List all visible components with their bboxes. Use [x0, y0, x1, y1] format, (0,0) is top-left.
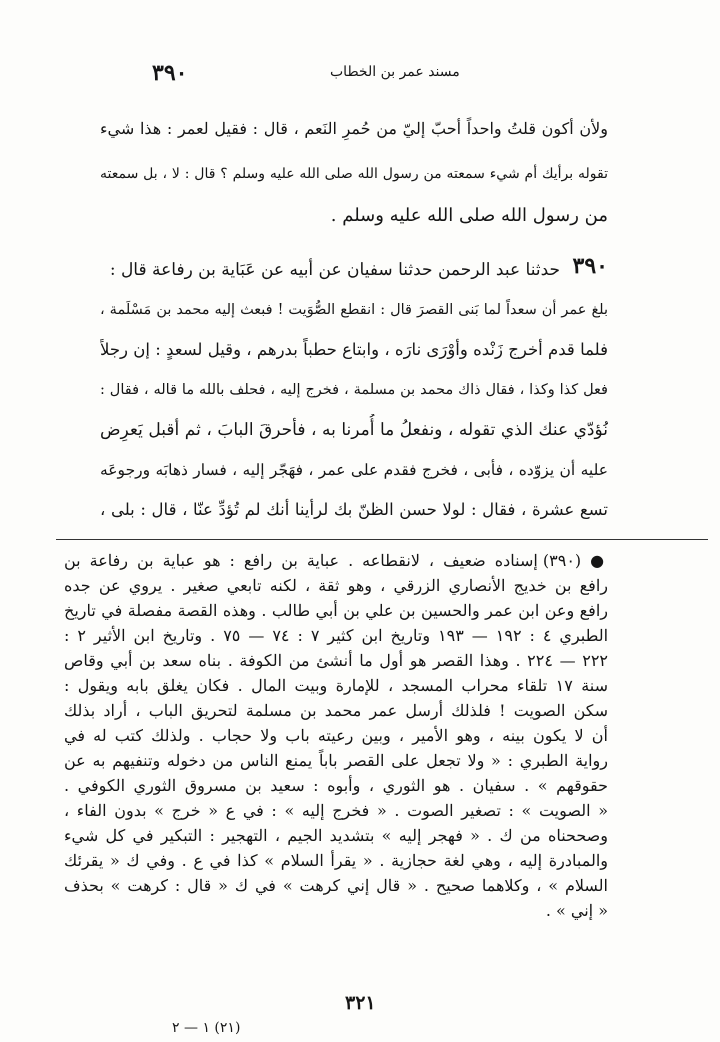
- text-line: ولأن أكون قلتُ واحداً أحبّ إليّ من حُمرِ النَعم ، قال : فقيل لعمر : هذا شيء: [100, 119, 608, 138]
- printer-signature: (٢١) ١ — ٢: [172, 1020, 241, 1036]
- footnote-line: « الصويت » : تصغير الصوت . « فخرج إليه » : في ع « خرج » بدون الفاء ،: [64, 801, 608, 820]
- header-page-number: ٣٩٠: [152, 60, 188, 86]
- text-line: فلما قدم أخرج زَنْده وأوْرَى نارَه ، وابتاع حطباً بدرهم ، وقيل لسعدٍ : إن رجلاً: [100, 340, 608, 359]
- footnote-line: « إني » .: [545, 901, 608, 920]
- hadith-number: ٣٩٠: [572, 253, 608, 279]
- text-line: نُؤدّي عنك الذي تقوله ، ونفعلُ ما أُمرنا به ، فأحرقَ البابَ ، ثم أقبل يَعرِض: [100, 420, 608, 440]
- text-line: عليه أن يزوّده ، فأبى ، فخرج فقدم على عمر ، فهَجّر إليه ، فسار ذهابَه ورجوعَه: [100, 461, 608, 479]
- running-title: مسند عمر بن الخطاب: [330, 64, 460, 80]
- footnote-line: سنة ١٧ تلقاء محراب المسجد ، للإمارة وبيت المال . فكان يغلق بابه ويقول :: [64, 676, 608, 695]
- footnote-line: أن لا يكون بينه ، وهو الأمير ، وبين رعيته باب ولا حجاب . ولذلك كتب له في: [64, 726, 608, 745]
- text-line: حدثنا عبد الرحمن حدثنا سفيان عن أبيه عن عَبَاية بن رفاعة قال :: [109, 260, 560, 280]
- text-line: تسع عشرة ، فقال : لولا حسن الظنّ بك لرأينا أنك لم تُؤدِّ عنّا ، قال : بلى ،: [100, 500, 608, 519]
- footnote-line: سكن الصويت ! فلذلك أرسل عمر محمد بن مسلمة لتحريق الباب ، أراد بذلك: [64, 701, 608, 720]
- footer-page-number: ٣٢١: [345, 992, 376, 1014]
- footnote-divider: [56, 539, 708, 540]
- footnote-line: حقوقهم » . سفيان . هو الثوري ، وأبوه : سعيد بن مسروق الثوري الكوفي .: [64, 776, 608, 795]
- footnote-line: وصححناه من ك . « فهجر إليه » بتشديد الجيم ، التهجير : التبكير في كل شيء: [64, 826, 608, 845]
- footnote-line: ● (٣٩٠) إسناده ضعيف ، لانقطاعه . عباية بن رافع : هو عباية بن رفاعة بن: [64, 551, 608, 570]
- text-line: بلغ عمر أن سعداً لما بَنى القصرَ قال : انقطع الصُّوَيت ! فبعث إليه محمد بن مَسْلَمة ،: [100, 302, 608, 318]
- footnote-line: ٢٢٢ — ٢٢٤ . وهذا القصر هو أول ما أنشئ من الكوفة . بناه سعد بن أبي وقاص: [64, 651, 608, 670]
- text-line: فعل كذا وكذا ، فقال ذاك محمد بن مسلمة ، فخرج إليه ، فحلف بالله ما قاله ، فقال :: [100, 382, 608, 398]
- footnote-line: الطبري ٤ : ١٩٢ — ١٩٣ وتاريخ ابن كثير ٧ : ٧٤ — ٧٥ . وتاريخ ابن الأثير ٢ :: [64, 626, 608, 645]
- footnote-line: والمبادرة إليه ، وهي لغة حجازية . « يقرأ السلام » كذا في ع . وفي ك « يقرئك: [64, 851, 608, 870]
- footnote-line: السلام » ، وكلاهما صحيح . « قال إني كرهت » في ك « قال : كرهت » بحذف: [64, 876, 608, 895]
- text-line: من رسول الله صلى الله عليه وسلم .: [330, 205, 608, 226]
- footnote-line: رواية الطبري : « ولا تجعل على القصر باباً يمنع الناس من دخوله وتنفيهم به عن: [64, 751, 608, 770]
- footnote-line: رافع وعن ابن عمر والحسين بن علي بن أبي طالب . وهذه القصة مفصلة في تاريخ: [64, 601, 608, 620]
- text-line: تقوله برأيك أم شيء سمعته من رسول الله صلى الله عليه وسلم ؟ قال : لا ، بل سمعته: [100, 166, 608, 182]
- footnote-line: رافع بن خديج الأنصاري الزرقي ، وهو ثقة ، لكنه تابعي صغير . يروي عن جده: [64, 576, 608, 595]
